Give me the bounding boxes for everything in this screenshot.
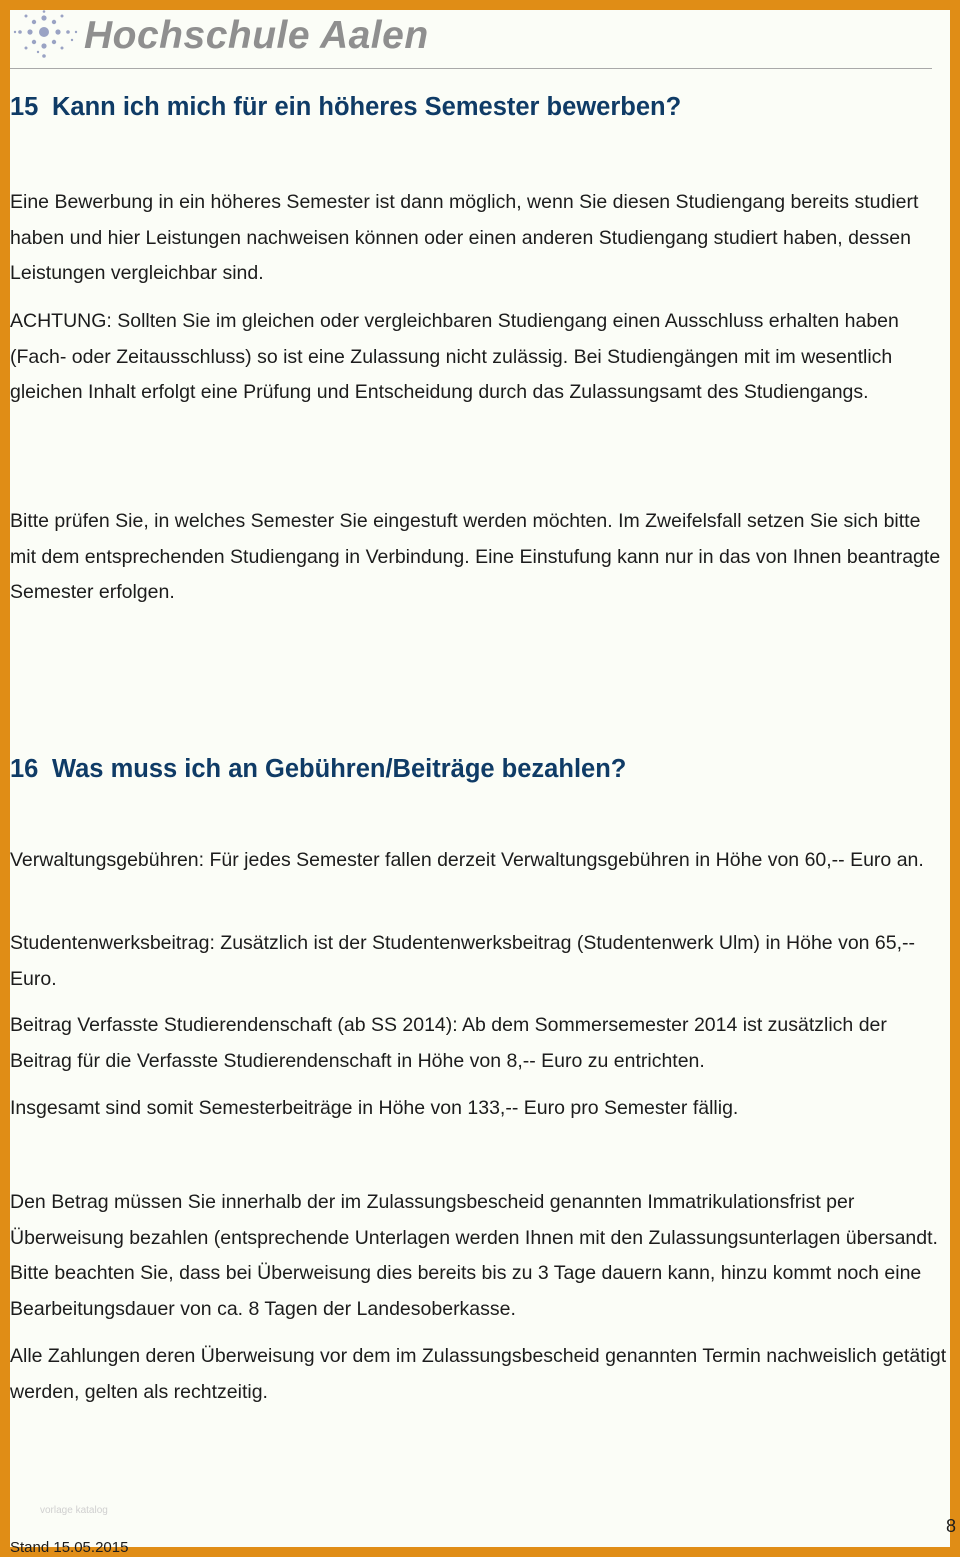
faq-section-16 [10, 752, 950, 786]
paragraph [10, 1339, 950, 1410]
paragraph [10, 1091, 950, 1127]
watermark-text: vorlage katalog [40, 1505, 108, 1516]
stand-date: Stand 15.05.2015 [10, 1539, 129, 1556]
section-heading [10, 90, 950, 124]
page-number: 8 [945, 1516, 956, 1536]
paragraph [10, 185, 950, 292]
section-heading [10, 752, 950, 786]
paragraph [10, 843, 950, 879]
paragraph-text: Bitte prüfen Sie, in welches Semester Sie eingestuft werden möchten. Im Zweifelsfall setzen Sie sich bitte mit dem entsprechenden Studiengang in Verbindung. Eine Einstufung kann nur in das von Ihnen beantragte Semester erfolgen. [10, 510, 941, 603]
section-number: 15 [10, 93, 39, 121]
paragraph [10, 1008, 950, 1079]
paragraph [10, 1185, 950, 1327]
paragraph [10, 926, 950, 997]
paragraph-text: Verwaltungsgebühren: Für jedes Semester fallen derzeit Verwaltungsgebühren in Höhe von 60,-- Euro an. [10, 849, 924, 871]
section-number: 16 [10, 755, 39, 783]
document-page [10, 10, 956, 1556]
section-title: Kann ich mich für ein höheres Semester bewerben? [52, 93, 682, 121]
paragraph [10, 304, 950, 411]
paragraph-text: ACHTUNG: Sollten Sie im gleichen oder vergleichbaren Studiengang einen Ausschluss erhalten haben (Fach- oder Zeitausschluss) so ist eine Zulassung nicht zulässig. Bei Studiengängen mit im wesentlich gleichen Inhalt erfolgt eine Prüfung und Entscheidung durch das Zulassungsamt des Studiengangs. [10, 310, 899, 403]
paragraph [10, 504, 950, 611]
hochschule-aalen-logo-icon [12, 10, 82, 62]
paragraph-text: Insgesamt sind somit Semesterbeiträge in Höhe von 133,-- Euro pro Semester fällig. [10, 1097, 739, 1119]
page-header [10, 10, 932, 69]
section-title: Was muss ich an Gebühren/Beiträge bezahlen? [52, 755, 627, 783]
paragraph-text: Beitrag Verfasste Studierendenschaft (ab SS 2014): Ab dem Sommersemester 2014 ist zusätzlich der Beitrag für die Verfasste Studierendenschaft in Höhe von 8,-- Euro zu entrichten. [10, 1014, 887, 1072]
paragraph-text: Studentenwerksbeitrag: Zusätzlich ist der Studentenwerksbeitrag (Studentenwerk Ulm) in Höhe von 65,-- Euro. [10, 932, 916, 990]
paragraph-text: Den Betrag müssen Sie innerhalb der im Zulassungsbescheid genannten Immatrikulationsfrist per Überweisung bezahlen (entsprechende Unterlagen werden Ihnen mit den Zulassungsunterlagen übersandt. Bitte beachten Sie, dass bei Überweisung dies bereits bis zu 3 Tage dauern kann, hinzu kommt noch eine Bearbeitungsdauer von ca. 8 Tagen der Landesoberkasse. [10, 1191, 938, 1320]
faq-section-15 [10, 90, 950, 124]
paragraph-text: Alle Zahlungen deren Überweisung vor dem im Zulassungsbescheid genannten Termin nachweislich getätigt werden, gelten als rechtzeitig. [10, 1345, 947, 1403]
paragraph-text: Eine Bewerbung in ein höheres Semester ist dann möglich, wenn Sie diesen Studiengang bereits studiert haben und hier Leistungen nachweisen können oder einen anderen Studiengang studiert haben, dessen Leistungen vergleichbar sind. [10, 191, 919, 284]
brand-name: Hochschule Aalen [84, 14, 429, 57]
